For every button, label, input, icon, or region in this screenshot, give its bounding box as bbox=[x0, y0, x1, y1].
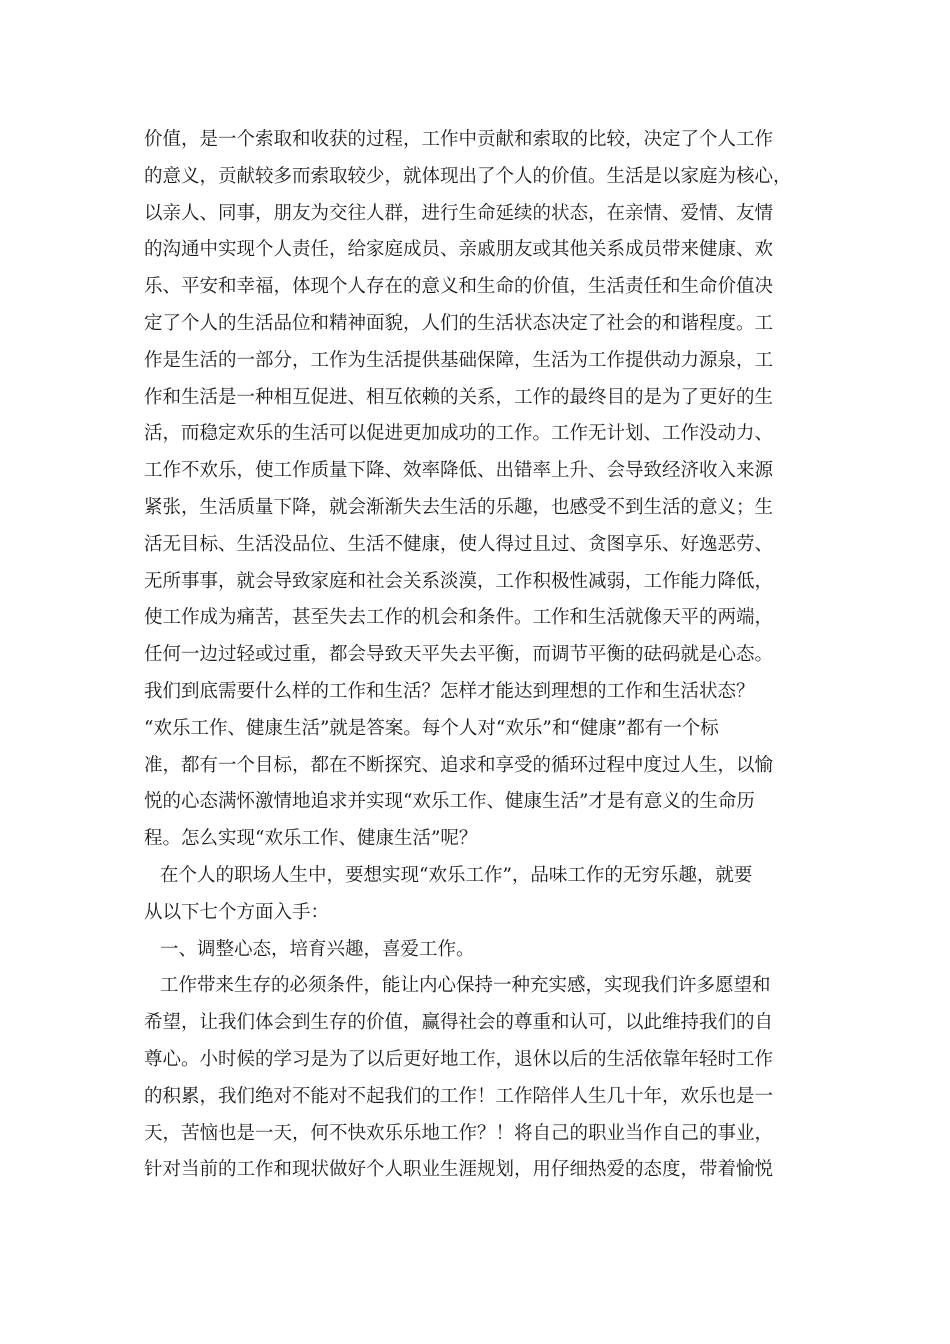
text-line: 的积累，我们绝对不能对不起我们的工作！工作陪伴人生几十年，欢乐也是一 bbox=[144, 1085, 774, 1107]
text-line: 作和生活是一种相互促进、相互依赖的关系，工作的最终目的是为了更好的生 bbox=[144, 386, 774, 408]
text-line: 价值，是一个索取和收获的过程，工作中贡献和索取的比较，决定了个人工作 bbox=[144, 129, 774, 150]
text-line: 的意义，贡献较多而索取较少，就体现出了个人的价值。生活是以家庭为核心， bbox=[144, 165, 792, 187]
text-line: “欢乐工作、健康生活”就是答案。每个人对“欢乐”和“健康”都有一个标 bbox=[144, 717, 719, 739]
body-text bbox=[144, 122, 814, 1189]
text-line: 的沟通中实现个人责任，给家庭成员、亲戚朋友或其他关系成员带来健康、欢 bbox=[144, 239, 774, 261]
text-line: 从以下七个方面入手： bbox=[144, 901, 330, 923]
text-line: 以亲人、同事，朋友为交往人群，进行生命延续的状态，在亲情、爱情、友情 bbox=[144, 202, 774, 224]
text-line: 在个人的职场人生中，要想实现“欢乐工作”，品味工作的无穷乐趣，就要 bbox=[160, 864, 753, 886]
text-line: 乐、平安和幸福，体现个人存在的意义和生命的价值，生活责任和生命价值决 bbox=[144, 276, 774, 298]
text-line: 使工作成为痛苦，甚至失去工作的机会和条件。工作和生活就像天平的两端， bbox=[144, 607, 774, 629]
text-line: 针对当前的工作和现状做好个人职业生涯规划，用仔细热爱的态度，带着愉悦 bbox=[144, 1159, 774, 1181]
text-line: 活，而稳定欢乐的生活可以促进更加成功的工作。工作无计划、工作没动力、 bbox=[144, 423, 774, 445]
text-line: 工作不欢乐，使工作质量下降、效率降低、出错率上升、会导致经济收入来源 bbox=[144, 460, 774, 482]
text-line: 程。怎么实现“欢乐工作、健康生活”呢？ bbox=[144, 828, 478, 850]
text-line: 任何一边过轻或过重，都会导致天平失去平衡，而调节平衡的砝码就是心态。 bbox=[144, 644, 774, 666]
text-line: 准，都有一个目标，都在不断探究、追求和享受的循环过程中度过人生，以愉 bbox=[144, 754, 774, 776]
text-line: 工作带来生存的必须条件，能让内心保持一种充实感，实现我们许多愿望和 bbox=[160, 975, 771, 997]
text-line: 希望，让我们体会到生存的价值，赢得社会的尊重和认可，以此维持我们的自 bbox=[144, 1012, 774, 1034]
text-line: 我们到底需要什么样的工作和生活？怎样才能达到理想的工作和生活状态？ bbox=[144, 680, 755, 702]
text-line: 作是生活的一部分，工作为生活提供基础保障，生活为工作提供动力源泉，工 bbox=[144, 349, 774, 371]
text-line: 紧张，生活质量下降，就会渐渐失去生活的乐趣，也感受不到生活的意义；生 bbox=[144, 496, 774, 518]
text-line: 一、调整心态，培育兴趣，喜爱工作。 bbox=[160, 938, 475, 960]
text-line: 天，苦恼也是一天，何不快欢乐乐地工作？！将自己的职业当作自己的事业， bbox=[144, 1122, 774, 1144]
text-line: 活无目标、生活没品位、生活不健康，使人得过且过、贪图享乐、好逸恶劳、 bbox=[144, 533, 774, 555]
text-line: 定了个人的生活品位和精神面貌，人们的生活状态决定了社会的和谐程度。工 bbox=[144, 312, 774, 334]
text-line: 尊心。小时候的学习是为了以后更好地工作，退休以后的生活依靠年轻时工作 bbox=[144, 1048, 774, 1070]
text-line: 无所事事，就会导致家庭和社会关系淡漠，工作积极性减弱，工作能力降低， bbox=[144, 570, 774, 592]
text-line: 悦的心态满怀激情地追求并实现“欢乐工作、健康生活”才是有意义的生命历 bbox=[144, 791, 755, 813]
